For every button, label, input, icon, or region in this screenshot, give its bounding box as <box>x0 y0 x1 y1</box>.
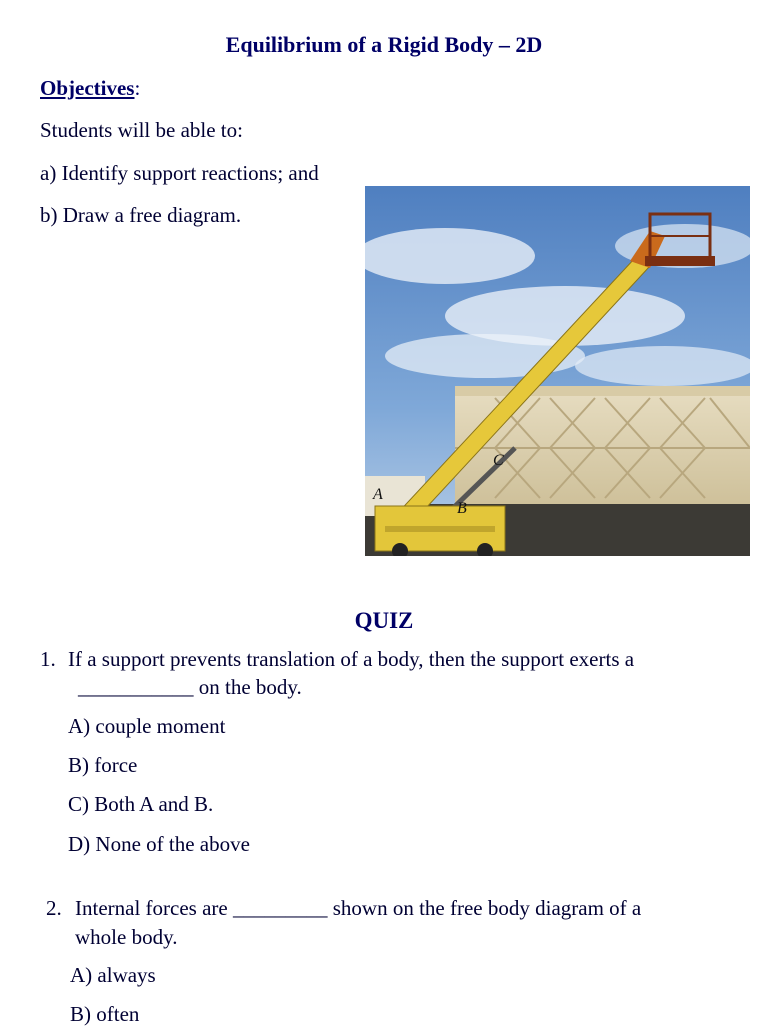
point-label-a: A <box>373 486 383 503</box>
question-1-option-b[interactable]: B) force <box>68 753 138 777</box>
question-1-number: 1. <box>40 647 56 671</box>
point-label-c: C <box>493 452 504 469</box>
question-1-option-a[interactable]: A) couple moment <box>68 714 226 738</box>
question-1-option-c[interactable]: C) Both A and B. <box>68 792 214 816</box>
question-2-number: 2. <box>46 896 62 920</box>
page-title: Equilibrium of a Rigid Body – 2D <box>225 32 543 57</box>
objective-item-b: b) Draw a free diagram. <box>40 203 242 227</box>
question-1-text-line2: ___________ on the body. <box>78 675 302 699</box>
objectives-colon: : <box>134 76 141 100</box>
question-2-option-b[interactable]: B) often <box>70 1002 140 1026</box>
quiz-heading: QUIZ <box>354 608 414 633</box>
objective-item-a: a) Identify support reactions; and <box>40 161 319 185</box>
question-1-option-d[interactable]: D) None of the above <box>68 832 250 856</box>
point-label-b: B <box>457 500 467 517</box>
objectives-heading <box>40 76 140 101</box>
question-1-text-line1: If a support prevents translation of a body, then the support exerts a <box>68 647 635 671</box>
objectives-heading-text: Objectives <box>40 76 135 100</box>
objectives-intro: Students will be able to: <box>40 118 243 142</box>
boom-lift-photo <box>365 186 750 556</box>
question-2-text-line1: Internal forces are _________ shown on the free body diagram of a <box>75 896 642 920</box>
question-2-option-a[interactable]: A) always <box>70 963 156 987</box>
question-2-text-line2: whole body. <box>75 925 178 949</box>
